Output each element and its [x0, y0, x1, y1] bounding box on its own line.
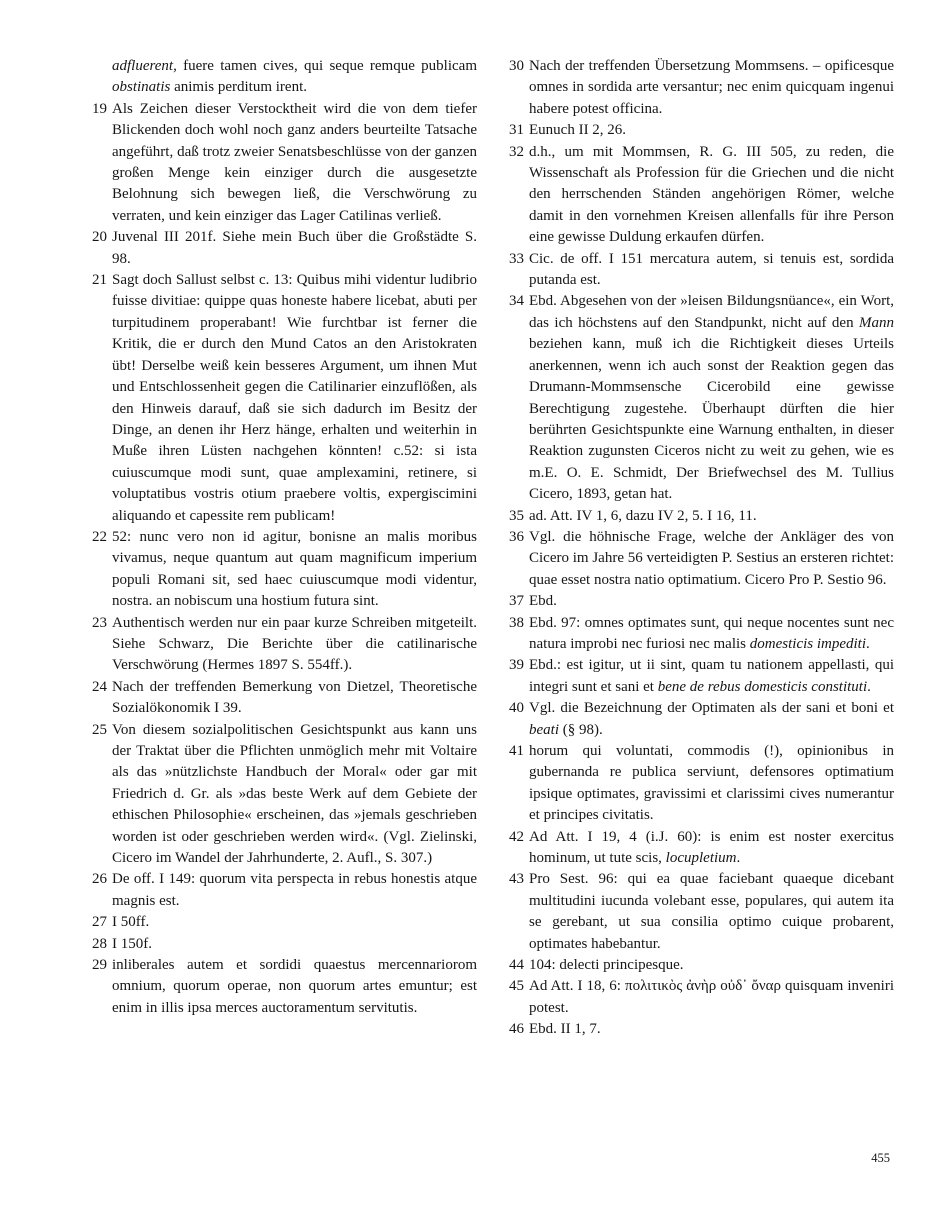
footnote-text: horum qui voluntati, commodis (!), opinionibus in gubernanda re publica serviunt, defensores optimatium ipsique optimates, gravissimi et clarissimi cives numerantur et principes civitatis.: [529, 743, 894, 824]
footnote-text: inliberales autem et sordidi quaestus mercennariorom omnium, quorum operae, non quorum artes emuntur; est enim in illis ipsa merces auctoramentum servitutis.: [112, 957, 477, 1016]
footnote-number: 29: [92, 957, 107, 974]
notes-content: [92, 56, 894, 1041]
footnote: [92, 270, 477, 527]
footnote-number: 38: [509, 614, 524, 631]
footnote-text: Eunuch II 2, 26.: [529, 122, 627, 139]
footnote-text: Vgl. die höhnische Frage, welche der Ankläger des von Cicero im Jahre 56 verteidigten P. Sestius an ersteren richtet: quae esset nostra natio optimatium. Cicero Pro P. Sestio 96.: [529, 528, 894, 588]
footnote: [509, 655, 894, 698]
footnote-number: 23: [92, 614, 107, 631]
footnote: [509, 741, 894, 827]
footnote-number: 39: [509, 657, 524, 674]
footnote-text: Ebd. Abgesehen von der »leisen Bildungsnüance«, ein Wort, das ich höchstens auf den Standpunkt, nicht auf den Mann beziehen kann, muß ich die Richtigkeit dieses Urteils anerkennen, wenn ich auch sonst der Reaktion gegen das Drumann-Mommsensche Cicerobild eine gewisse Berechtigung zugestehe. Überhaupt dürften die hier berührten Gesichtspunkte eine Warnung enthalten, in dieser Reaktion zugunsten Ciceros nicht zu weit zu gehen, wie es m.E. O. E. Schmidt, Der Briefwechsel des M. Tullius Cicero, 1893, getan hat.: [529, 293, 894, 503]
footnote-text: Juvenal III 201f. Siehe mein Buch über die Großstädte S. 98.: [112, 229, 477, 267]
footnote-number: 25: [92, 721, 107, 738]
footnote: [92, 227, 477, 270]
footnote-number: 45: [509, 978, 524, 995]
footnote: [509, 527, 894, 591]
footnote: [92, 677, 477, 720]
footnote-text: Als Zeichen dieser Verstocktheit wird die von dem tiefer Blickenden doch wohl noch ganz anders beurteilte Tatsache angeführt, daß trotz zweier Senatsbeschlüsse von der ganzen großen Menge kein einziger durch die ausgesetzte Belohnung sich bewegen ließ, die Verschwörung zu verraten, und kein einziger das Lager Catilinas verließ.: [112, 100, 477, 224]
footnote: [509, 1019, 894, 1040]
left-column: [92, 56, 477, 1041]
footnote-text: ad. Att. IV 1, 6, dazu IV 2, 5. I 16, 11.: [529, 507, 757, 524]
footnote: [92, 99, 477, 227]
footnote-text: I 150f.: [112, 935, 152, 952]
footnote-text: Ebd. 97: omnes optimates sunt, qui neque nocentes sunt nec natura improbi nec furiosi nec malis domesticis impediti.: [529, 614, 894, 652]
footnote: [92, 912, 477, 933]
footnote-number: 28: [92, 935, 107, 952]
footnote-text: 104: delecti principesque.: [529, 957, 684, 974]
footnote: [92, 527, 477, 613]
footnote-number: 44: [509, 957, 524, 974]
footnote-text: Ebd.: est igitur, ut ii sint, quam tu nationem appellasti, qui integri sunt et sani et bene de rebus domesticis constituti.: [529, 657, 894, 695]
footnote: [92, 934, 477, 955]
footnote-text: Authentisch werden nur ein paar kurze Schreiben mitgeteilt. Siehe Schwarz, Die Berichte über die catilinarische Verschwörung (Hermes 1897 S. 554ff.).: [112, 614, 477, 674]
footnote: [92, 869, 477, 912]
footnote: [509, 827, 894, 870]
right-column: [509, 56, 894, 1041]
footnote-number: 32: [509, 143, 524, 160]
footnote-text: 52: nunc vero non id agitur, bonisne an malis moribus vivamus, neque quantum aut quam magnificum imperium populi Romani sit, sed haec cuiuscumque modi videntur, nostra. an nobiscum una hostium futura sint.: [112, 528, 477, 610]
footnote-text: De off. I 149: quorum vita perspecta in rebus honestis atque magnis est.: [112, 871, 477, 909]
footnote-number: 26: [92, 871, 107, 888]
footnote-continuation: [92, 56, 477, 99]
footnote: [509, 56, 894, 120]
footnote-text: Sagt doch Sallust selbst c. 13: Quibus mihi videntur ludibrio fuisse divitiae: quippe quas honeste habere licebat, abuti per turpitudinem properabant! Wie furchtbar ist ferner die Kritik, die er durch den Mund Catos an den Aristokraten übt! Derselbe weiß kein besseres Argument, um ihnen Mut und Entschlossenheit gegen die Catilinarier einzuflößen, als den Hinweis darauf, daß sie sich dadurch im Besitz der Dinge, an denen ihr Herz hänge, erhalten und weiterhin in Muße ihren Lüsten nachgehen könnten! c.52: si ista cuiuscumque modi sunt, quae amplexamini, retinere, si voluptatibus vostris otium praebere voltis, expergiscimini aliquando et capessite rem publicam!: [112, 272, 477, 524]
footnote-number: 43: [509, 871, 524, 888]
footnote-number: 36: [509, 528, 524, 545]
footnote-number: 19: [92, 100, 107, 117]
footnote: [509, 506, 894, 527]
footnote: [509, 591, 894, 612]
footnote-number: 46: [509, 1021, 524, 1038]
footnote-number: 20: [92, 229, 107, 246]
footnote-number: 41: [509, 743, 524, 759]
footnote: [509, 613, 894, 656]
footnote: [509, 976, 894, 1019]
footnote: [92, 955, 477, 1019]
footnote-text: I 50ff.: [112, 914, 150, 931]
footnote-number: 27: [92, 914, 107, 931]
footnote-text: Von diesem sozialpolitischen Gesichtspunkt aus kann uns der Traktat über die Pflichten unmöglich mehr mit Voltaire als das »nützlichste Handbuch der Moral« oder gar mit Friedrich d. Gr. als »das beste Werk auf dem Gebiete der ethischen Philosophie« erscheinen, das »jemals geschrieben worden ist oder geschrieben werden wird«. (Vgl. Zielinski, Cicero im Wandel der Jahrhunderte, 2. Aufl., S. 307.): [112, 721, 477, 867]
footnote: [92, 720, 477, 870]
footnote-number: 34: [509, 293, 524, 310]
footnote: [509, 142, 894, 249]
footnote-text: Nach der treffenden Bemerkung von Dietzel, Theoretische Sozialökonomik I 39.: [112, 678, 477, 717]
footnote-number: 35: [509, 507, 524, 524]
footnote: [509, 291, 894, 505]
footnote-number: 22: [92, 528, 107, 545]
footnote: [509, 955, 894, 976]
footnote-text: Ebd. II 1, 7.: [529, 1021, 601, 1038]
footnote-text: Ad Att. I 18, 6: πολιτικὸς ἀνὴρ οὐδ᾽ ὄναρ quisquam inveniri potest.: [529, 978, 894, 1016]
footnote: [509, 698, 894, 741]
footnote-text: Vgl. die Bezeichnung der Optimaten als der sani et boni et beati (§ 98).: [529, 700, 894, 738]
footnote-number: 24: [92, 678, 107, 695]
footnote-text: Cic. de off. I 151 mercatura autem, si tenuis est, sordida putanda est.: [529, 250, 894, 289]
footnote: [509, 869, 894, 955]
footnote: [509, 120, 894, 141]
footnote-number: 42: [509, 828, 524, 845]
footnote-number: 21: [92, 272, 107, 289]
footnote-number: 40: [509, 700, 524, 717]
footnote-text: adfluerent, fuere tamen cives, qui seque remque publicam obstinatis animis perditum irent.: [112, 58, 477, 96]
footnote: [92, 613, 477, 677]
page-number: 455: [871, 1151, 890, 1165]
footnote-text: Pro Sest. 96: qui ea quae faciebant quaeque dicebant multitudini iucunda volebant esse, populares, qui autem ita se gerebant, ut sua consilia optimo cuique probarent, optimates habebantur.: [529, 871, 894, 952]
footnote-number: 37: [509, 593, 524, 610]
footnote-text: d.h., um mit Mommsen, R. G. III 505, zu reden, die Wissenschaft als Profession für die Griechen und die nicht den herrschenden Ständen angehörigen Römer, welche damit in den vornehmen Kreisen allenfalls für ihre Person eine gewisse Duldung erkaufen dürfen.: [529, 143, 894, 246]
footnote-number: 33: [509, 250, 524, 267]
footnote-number: 30: [509, 58, 524, 74]
footnote-text: Nach der treffenden Übersetzung Mommsens. – opificesque omnes in sordida arte versantur; nec enim quicquam ingenui habere potest officina.: [529, 58, 894, 117]
footnote-text: Ebd.: [529, 593, 557, 610]
footnote: [509, 249, 894, 292]
footnote-text: Ad Att. I 19, 4 (i.J. 60): is enim est noster exercitus hominum, ut tute scis, locupletium.: [529, 828, 894, 867]
footnote-number: 31: [509, 122, 524, 139]
